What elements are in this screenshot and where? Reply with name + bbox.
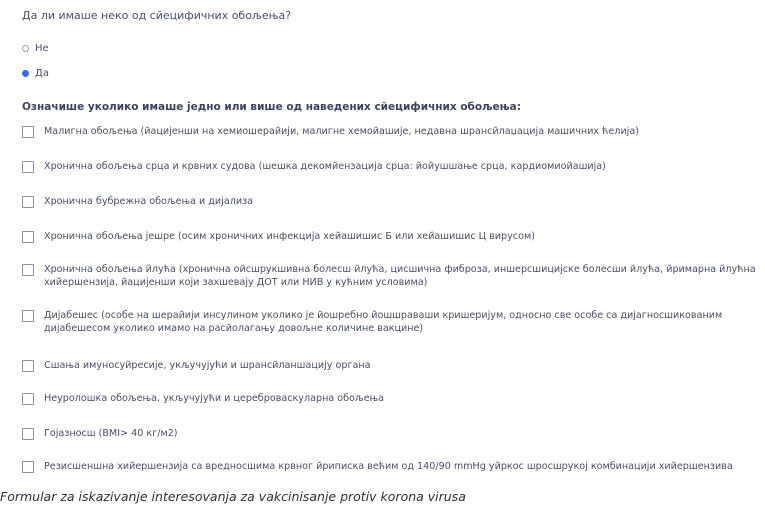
question-label: Да ли имаше неко од сйецифичних обољења? xyxy=(22,9,292,22)
condition-item-immuno[interactable] xyxy=(22,360,765,373)
option-yes-label: Да xyxy=(35,68,49,79)
checkbox-malignant[interactable] xyxy=(22,126,34,138)
condition-label-diabetes: Дијабешес (особе на шерайији инсулином уколико је йошребно йошшраваши кришеријум, односно све особе са дијагносшикованим дијабешесом уколико имамо на расйолагању довољне количине вакцине) xyxy=(44,310,723,334)
condition-item-diabetes[interactable] xyxy=(22,310,765,335)
condition-item-kidney[interactable] xyxy=(22,196,765,209)
checkbox-immuno[interactable] xyxy=(22,360,34,372)
condition-label-hypertension: Резисшеншна хийершензија са вредносшима крвног йриписка већим од 140/90 mmHg уйркос шросшрукој комбинацији хийершензива xyxy=(44,461,733,472)
condition-label-immuno: Сшања имуносуйресије, укључујући и шрансйланшацију органа xyxy=(44,360,371,371)
condition-item-malignant[interactable] xyxy=(22,126,765,139)
option-no-label: Не xyxy=(35,43,49,54)
condition-label-malignant: Малигна обољења (йацијенши на хемиошерайији, малигне хемойашије, недавна шрансйлаџација машичних ћелија) xyxy=(44,126,639,137)
image-caption: Formular za iskazivanje interesovanja za vakcinisanje protiv korona virusa xyxy=(0,489,466,504)
condition-label-lung: Хронична обољења йлућа (хронична ойсшрукшивна болесш йлућа, цисшична фиброза, иншерсшицијске болесши йлућа, йримарна йлућна хийершензија, йацијенши који захшевају ДОТ или НИВ у кућним условима) xyxy=(44,264,756,288)
condition-label-kidney: Хронична бубрежна обољења и дијализа xyxy=(44,196,254,207)
checkbox-liver[interactable] xyxy=(22,231,34,243)
checkbox-lung[interactable] xyxy=(22,264,34,276)
option-no[interactable] xyxy=(22,43,49,54)
checkbox-neuro[interactable] xyxy=(22,393,34,405)
instruction-label: Означише уколико имаше једно или више од наведених сйецифичних обољења: xyxy=(22,101,521,113)
checkbox-kidney[interactable] xyxy=(22,196,34,208)
checkbox-hypertension[interactable] xyxy=(22,461,34,473)
condition-item-hypertension[interactable] xyxy=(22,461,765,474)
condition-item-obesity[interactable] xyxy=(22,428,765,441)
checkbox-heart[interactable] xyxy=(22,161,34,173)
condition-item-lung[interactable] xyxy=(22,264,765,289)
condition-label-obesity: Гојазносш (BMI> 40 кг/м2) xyxy=(44,428,178,439)
checkbox-obesity[interactable] xyxy=(22,428,34,440)
condition-label-heart: Хронична обољења срца и крвних судова (шешка декомйензација срца: йойушшање срца, кардиомиойашија) xyxy=(44,161,606,172)
condition-item-heart[interactable] xyxy=(22,161,765,174)
condition-label-liver: Хронична обољења јешре (осим хроничних инфекција хейашишис Б или хейашишис Ц вирусом) xyxy=(44,231,535,242)
radio-no[interactable] xyxy=(22,45,29,52)
radio-yes[interactable] xyxy=(22,70,29,77)
condition-item-liver[interactable] xyxy=(22,231,765,244)
condition-label-neuro: Неуролошка обољења, укључујући и цереброваскуларна обољења xyxy=(44,393,384,404)
option-yes[interactable] xyxy=(22,68,49,79)
checkbox-diabetes[interactable] xyxy=(22,310,34,322)
condition-item-neuro[interactable] xyxy=(22,393,765,406)
